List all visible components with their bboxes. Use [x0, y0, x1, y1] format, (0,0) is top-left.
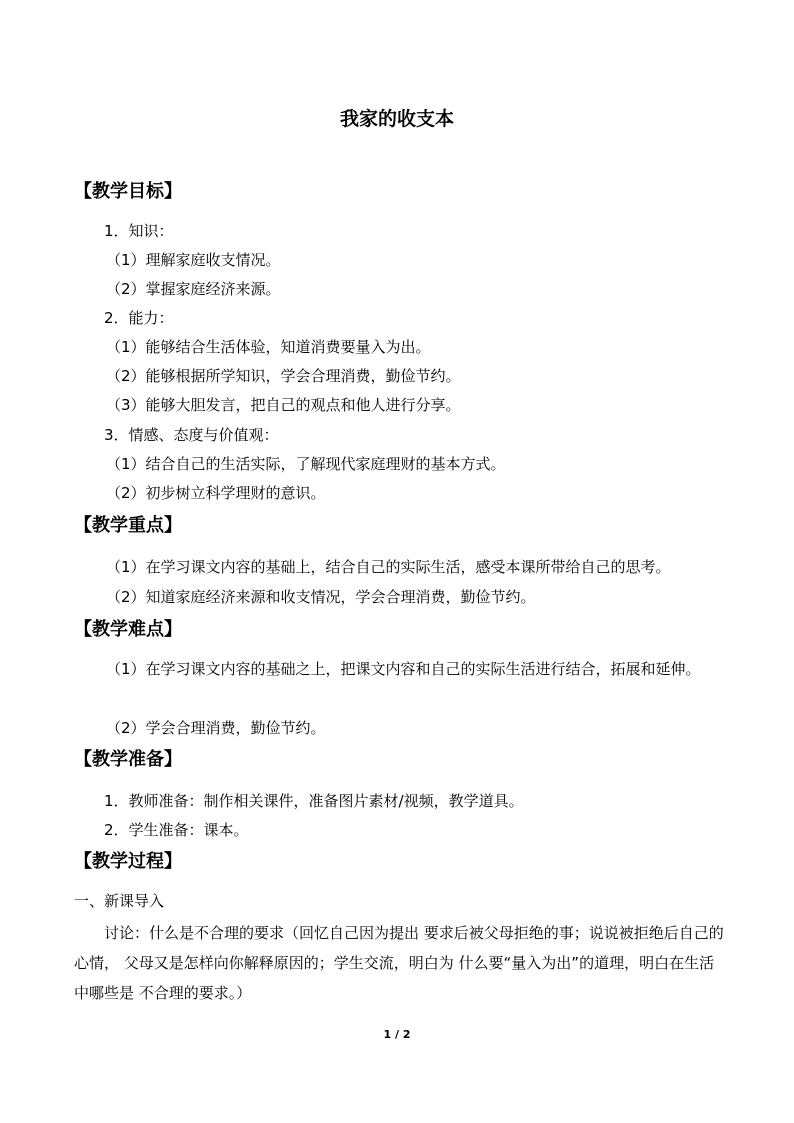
- preparation-student: 2．学生准备：课本。: [104, 821, 249, 839]
- knowledge-item-1: （1）理解家庭收支情况。: [106, 251, 281, 269]
- key-points-heading: 【教学重点】: [74, 515, 182, 536]
- difficulty-1: （1）在学习课文内容的基础之上，把课文内容和自己的实际生活进行结合，拓展和延伸。: [106, 660, 701, 678]
- process-heading: 【教学过程】: [74, 851, 182, 872]
- ability-item-1: （1）能够结合生活体验，知道消费要量入为出。: [106, 338, 431, 356]
- key-point-1: （1）在学习课文内容的基础上，结合自己的实际生活，感受本课所带给自己的思考。: [106, 558, 671, 576]
- difficulty-2: （2）学会合理消费，勤俭节约。: [106, 719, 326, 737]
- key-point-2: （2）知道家庭经济来源和收支情况，学会合理消费，勤俭节约。: [106, 588, 536, 606]
- emotion-label: 3．情感、态度与价值观：: [104, 426, 279, 444]
- preparation-teacher: 1．教师准备：制作相关课件，准备图片素材/视频，教学道具。: [104, 792, 524, 810]
- process-step-1: 一、新课导入: [74, 892, 165, 910]
- knowledge-label: 1．知识：: [104, 222, 174, 240]
- preparation-heading: 【教学准备】: [74, 749, 182, 770]
- document-title: 我家的收支本: [339, 108, 454, 130]
- emotion-item-2: （2）初步树立科学理财的意识。: [106, 484, 326, 502]
- page-number: 1 / 2: [383, 1028, 411, 1041]
- emotion-item-1: （1）结合自己的生活实际，了解现代家庭理财的基本方式。: [106, 455, 506, 473]
- objectives-heading: 【教学目标】: [74, 181, 182, 202]
- knowledge-item-2: （2）掌握家庭经济来源。: [106, 280, 281, 298]
- ability-item-2: （2）能够根据所学知识，学会合理消费，勤俭节约。: [106, 367, 461, 385]
- ability-label: 2．能力：: [104, 309, 174, 327]
- difficulties-heading: 【教学难点】: [74, 619, 182, 640]
- ability-item-3: （3）能够大胆发言，把自己的观点和他人进行分享。: [106, 396, 461, 414]
- discussion-paragraph: 讨论：什么是不合理的要求（回忆自己因为提出 要求后被父母拒绝的事；说说被拒绝后自己的心情， 父母又是怎样向你解释原因的；学生交流，明白为 什么要“量入为出”的道理，明白在生活中哪些是 不合理的要求。）: [74, 924, 724, 1002]
